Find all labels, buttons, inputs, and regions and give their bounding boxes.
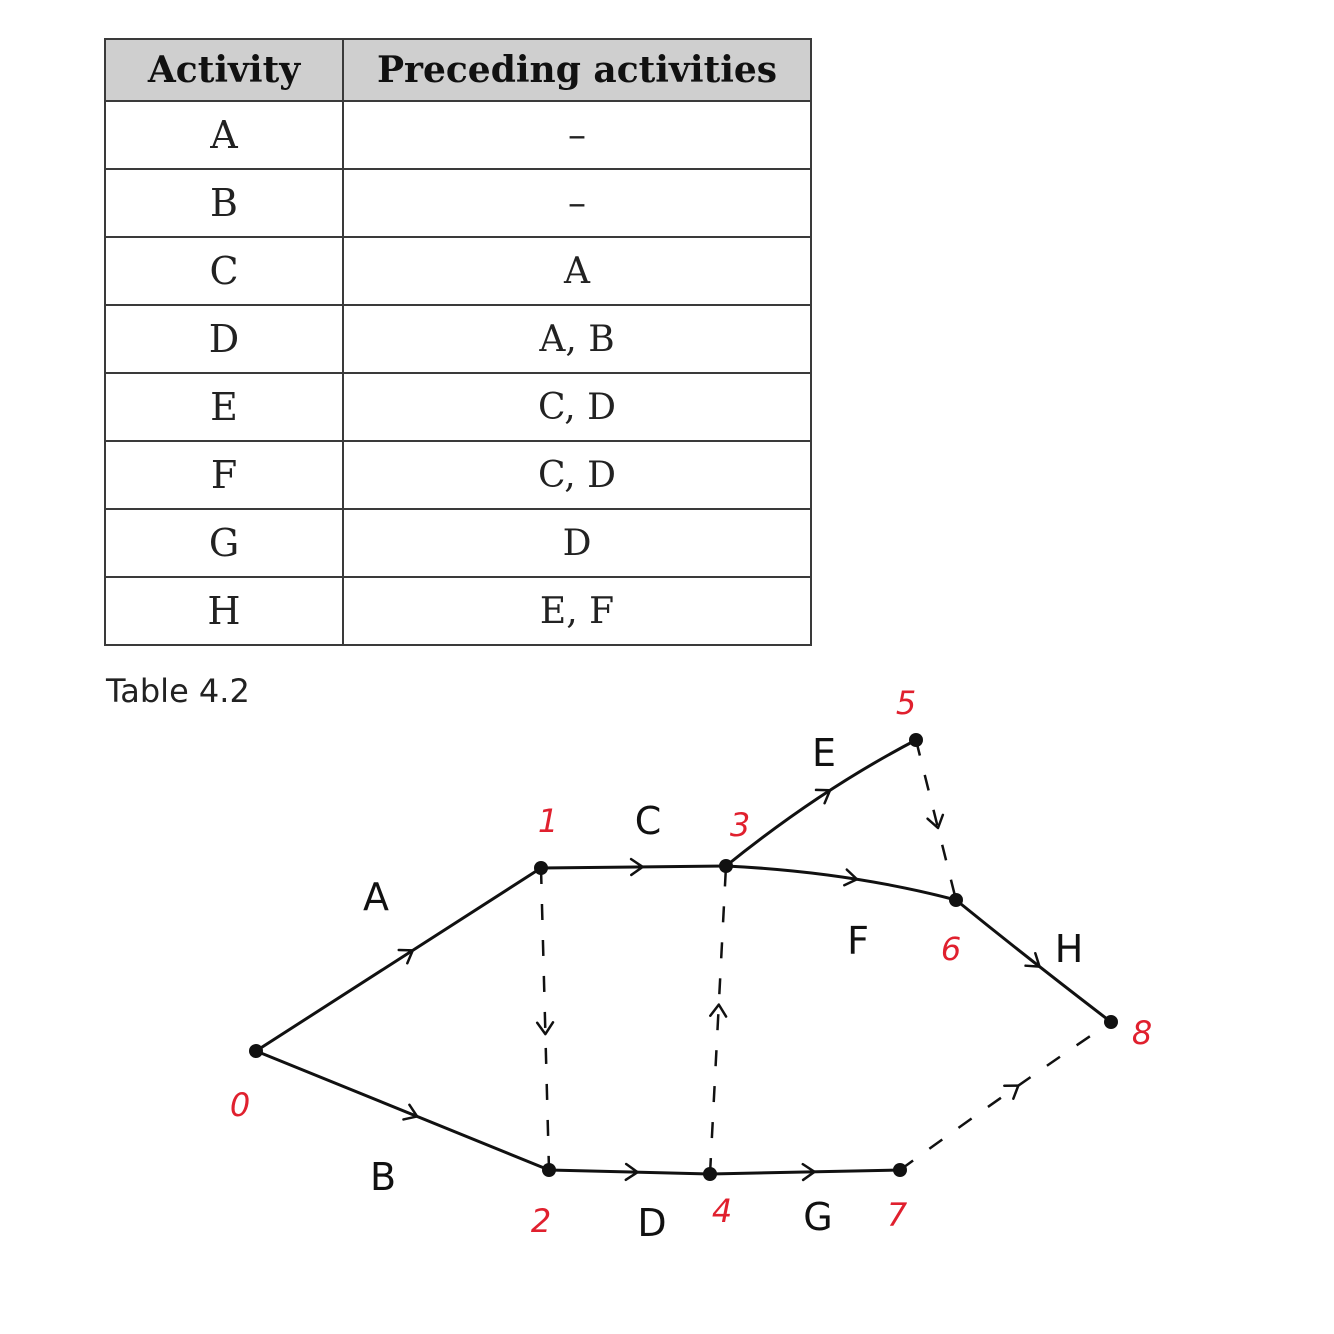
preceding-cell: C, D	[343, 441, 811, 509]
activity-label-b: B	[369, 1155, 397, 1199]
event-node-label-2: 2	[530, 1202, 552, 1240]
preceding-cell: D	[343, 509, 811, 577]
event-node-7	[893, 1163, 907, 1177]
header-activity: Activity	[105, 39, 343, 101]
activity-edge-c	[541, 866, 726, 868]
activity-edge-b	[256, 1051, 549, 1170]
activity-cell: B	[105, 169, 343, 237]
activity-edge-h	[956, 900, 1111, 1022]
activity-label-d: D	[637, 1201, 667, 1245]
event-node-2	[542, 1163, 556, 1177]
activity-cell: F	[105, 441, 343, 509]
activity-label-a: A	[363, 875, 389, 919]
event-node-8	[1104, 1015, 1118, 1029]
activity-edge-f	[726, 866, 956, 900]
activity-cell: A	[105, 101, 343, 169]
preceding-cell: E, F	[343, 577, 811, 645]
event-node-label-1: 1	[537, 802, 559, 840]
activity-edge-d	[549, 1170, 710, 1174]
preceding-cell: C, D	[343, 373, 811, 441]
activity-cell: E	[105, 373, 343, 441]
dummy-edge-7-8-arrowhead	[1004, 1086, 1018, 1099]
header-preceding: Preceding activities	[343, 39, 811, 101]
dummy-edge-4-3	[710, 866, 726, 1174]
activity-label-g: G	[803, 1195, 833, 1239]
activity-label-e: E	[811, 731, 837, 775]
dummy-edge-1-2	[541, 868, 549, 1170]
dummy-edge-5-6	[916, 740, 956, 900]
event-node-label-4: 4	[711, 1192, 733, 1230]
table-caption: Table 4.2	[106, 672, 250, 710]
activity-cell: G	[105, 509, 343, 577]
activity-label-c: C	[634, 799, 662, 843]
event-node-label-6: 6	[940, 930, 962, 968]
activity-cell: H	[105, 577, 343, 645]
preceding-cell: –	[343, 101, 811, 169]
activity-edge-a	[256, 868, 541, 1051]
event-node-label-8: 8	[1131, 1014, 1153, 1052]
activity-edge-g	[710, 1170, 900, 1174]
event-node-1	[534, 861, 548, 875]
event-node-5	[909, 733, 923, 747]
activity-label-f: F	[847, 919, 869, 963]
event-node-label-0: 0	[229, 1086, 251, 1124]
activity-cell: C	[105, 237, 343, 305]
event-node-6	[949, 893, 963, 907]
preceding-cell: A	[343, 237, 811, 305]
event-node-0	[249, 1044, 263, 1058]
event-node-4	[703, 1167, 717, 1181]
event-node-label-7: 7	[886, 1196, 908, 1234]
activity-cell: D	[105, 305, 343, 373]
event-node-label-5: 5	[895, 684, 917, 722]
preceding-cell: –	[343, 169, 811, 237]
event-node-label-3: 3	[729, 806, 751, 844]
activity-label-h: H	[1054, 927, 1084, 971]
preceding-cell: A, B	[343, 305, 811, 373]
event-node-3	[719, 859, 733, 873]
dummy-edge-7-8	[900, 1022, 1111, 1170]
